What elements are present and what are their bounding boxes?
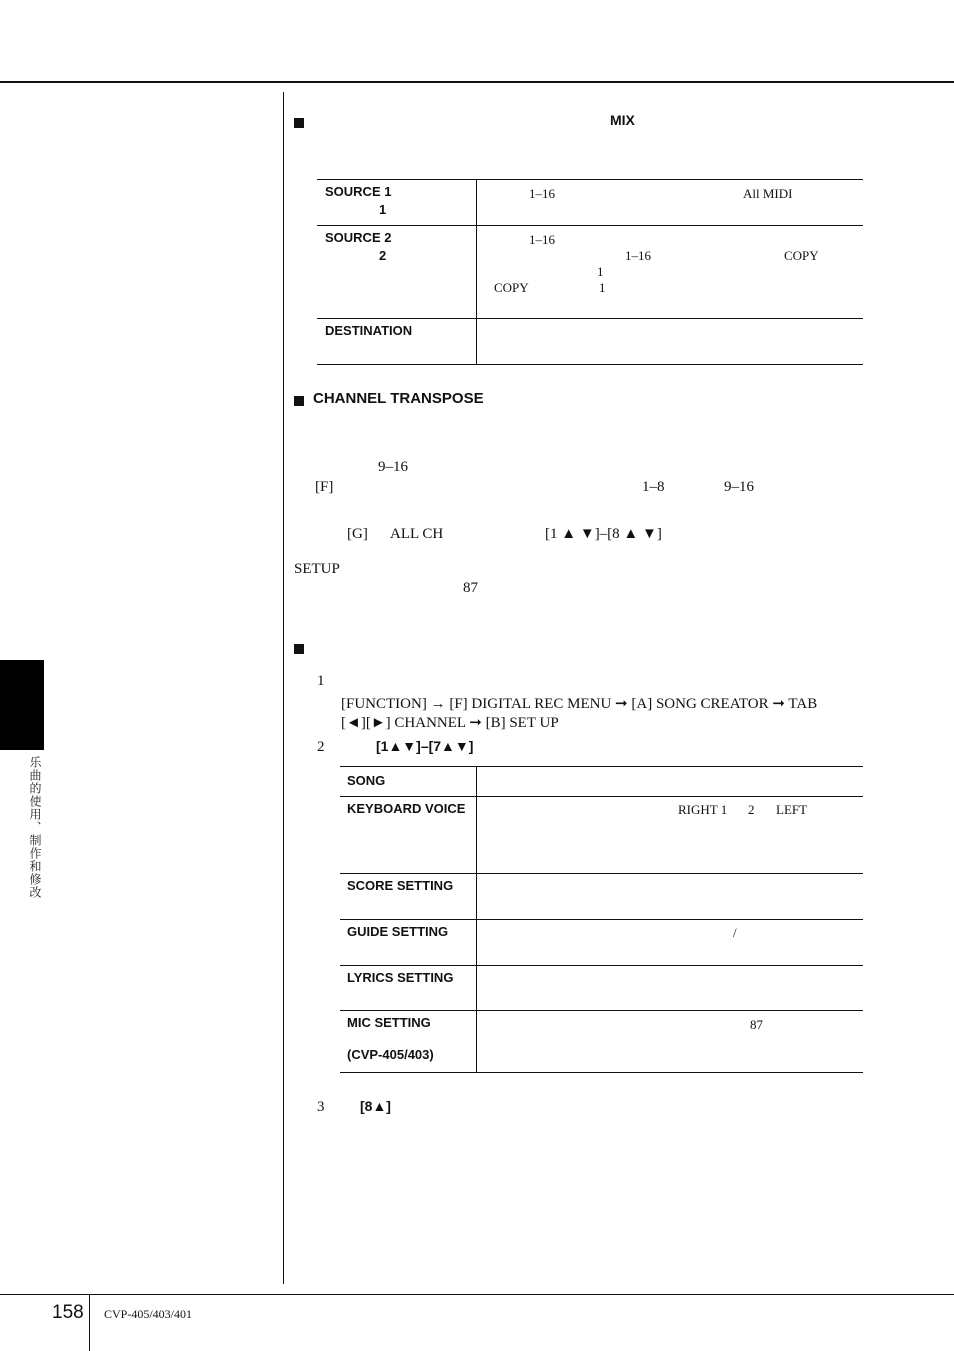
table-cell-value: 1–16 1–16 COPY 1 COPY 1 — [477, 226, 864, 319]
table-row — [340, 767, 863, 797]
table-row — [340, 920, 863, 966]
table-cell-label: SOURCE 1 1 — [317, 180, 477, 226]
f-key: [F] — [315, 479, 334, 495]
table-cell-label: SONG — [340, 767, 477, 797]
step-3-number: 3 — [317, 1099, 325, 1115]
page-number: 158 — [52, 1302, 84, 1323]
setup-table — [340, 766, 863, 1073]
transpose-heading-square — [294, 393, 304, 411]
table-cell-value — [477, 767, 864, 797]
table-row — [317, 319, 863, 365]
channel-buttons: [1 ▲ ▼]–[8 ▲ ▼] — [545, 526, 662, 542]
chapter-tab — [0, 660, 44, 750]
setup-label: SETUP — [294, 561, 340, 577]
model-name: CVP-405/403/401 — [104, 1307, 193, 1321]
table-row — [317, 180, 863, 226]
table-cell-label: LYRICS SETTING — [340, 966, 477, 1011]
table-row — [317, 226, 863, 319]
table-cell-value — [477, 966, 864, 1011]
mix-heading-square — [294, 115, 304, 133]
range-9-16-b: 9–16 — [724, 479, 754, 495]
table-cell-label: SCORE SETTING — [340, 874, 477, 920]
transpose-heading: CHANNEL TRANSPOSE — [313, 390, 484, 407]
mix-table — [317, 179, 863, 365]
all-ch-label: ALL CH — [390, 526, 444, 542]
table-cell-value: RIGHT 1 2 LEFT — [477, 797, 864, 874]
step-2-number: 2 — [317, 739, 325, 755]
table-cell-value: 87 — [477, 1011, 864, 1073]
g-key: [G] — [347, 526, 368, 542]
step-1-path-line1: [FUNCTION] → [F] DIGITAL REC MENU ➞ [A] SONG CREATOR ➞ TAB — [341, 696, 818, 712]
table-cell-value — [477, 874, 864, 920]
table-cell-label: DESTINATION — [317, 319, 477, 365]
step-1-path-line2: [◄][►] CHANNEL ➞ [B] SET UP — [341, 715, 559, 731]
table-cell-label: MIC SETTING (CVP-405/403) — [340, 1011, 477, 1073]
footer-divider — [89, 1295, 90, 1351]
range-9-16: 9–16 — [378, 459, 408, 475]
mix-heading: MIX — [610, 112, 635, 128]
setup-heading-square — [294, 641, 304, 659]
footer-rule — [0, 1294, 954, 1295]
margin-rule — [283, 92, 284, 1284]
range-1-8: 1–8 — [642, 479, 665, 495]
table-row — [340, 874, 863, 920]
table-cell-label: KEYBOARD VOICE — [340, 797, 477, 874]
table-cell-label: GUIDE SETTING — [340, 920, 477, 966]
header-rule — [0, 81, 954, 83]
table-cell-value: / — [477, 920, 864, 966]
step-3-button: [8▲] — [360, 1098, 391, 1114]
step-1-number: 1 — [317, 673, 325, 689]
chapter-side-label: 乐曲的使用、制作和修改 — [28, 756, 42, 899]
table-row — [340, 966, 863, 1011]
table-row — [340, 797, 863, 874]
table-cell-value: 1–16 All MIDI — [477, 180, 864, 226]
table-cell-label: SOURCE 2 2 — [317, 226, 477, 319]
step-2-buttons: [1▲▼]–[7▲▼] — [376, 738, 474, 754]
page-reference: 87 — [463, 580, 478, 596]
table-row — [340, 1011, 863, 1073]
table-cell-value — [477, 319, 864, 365]
